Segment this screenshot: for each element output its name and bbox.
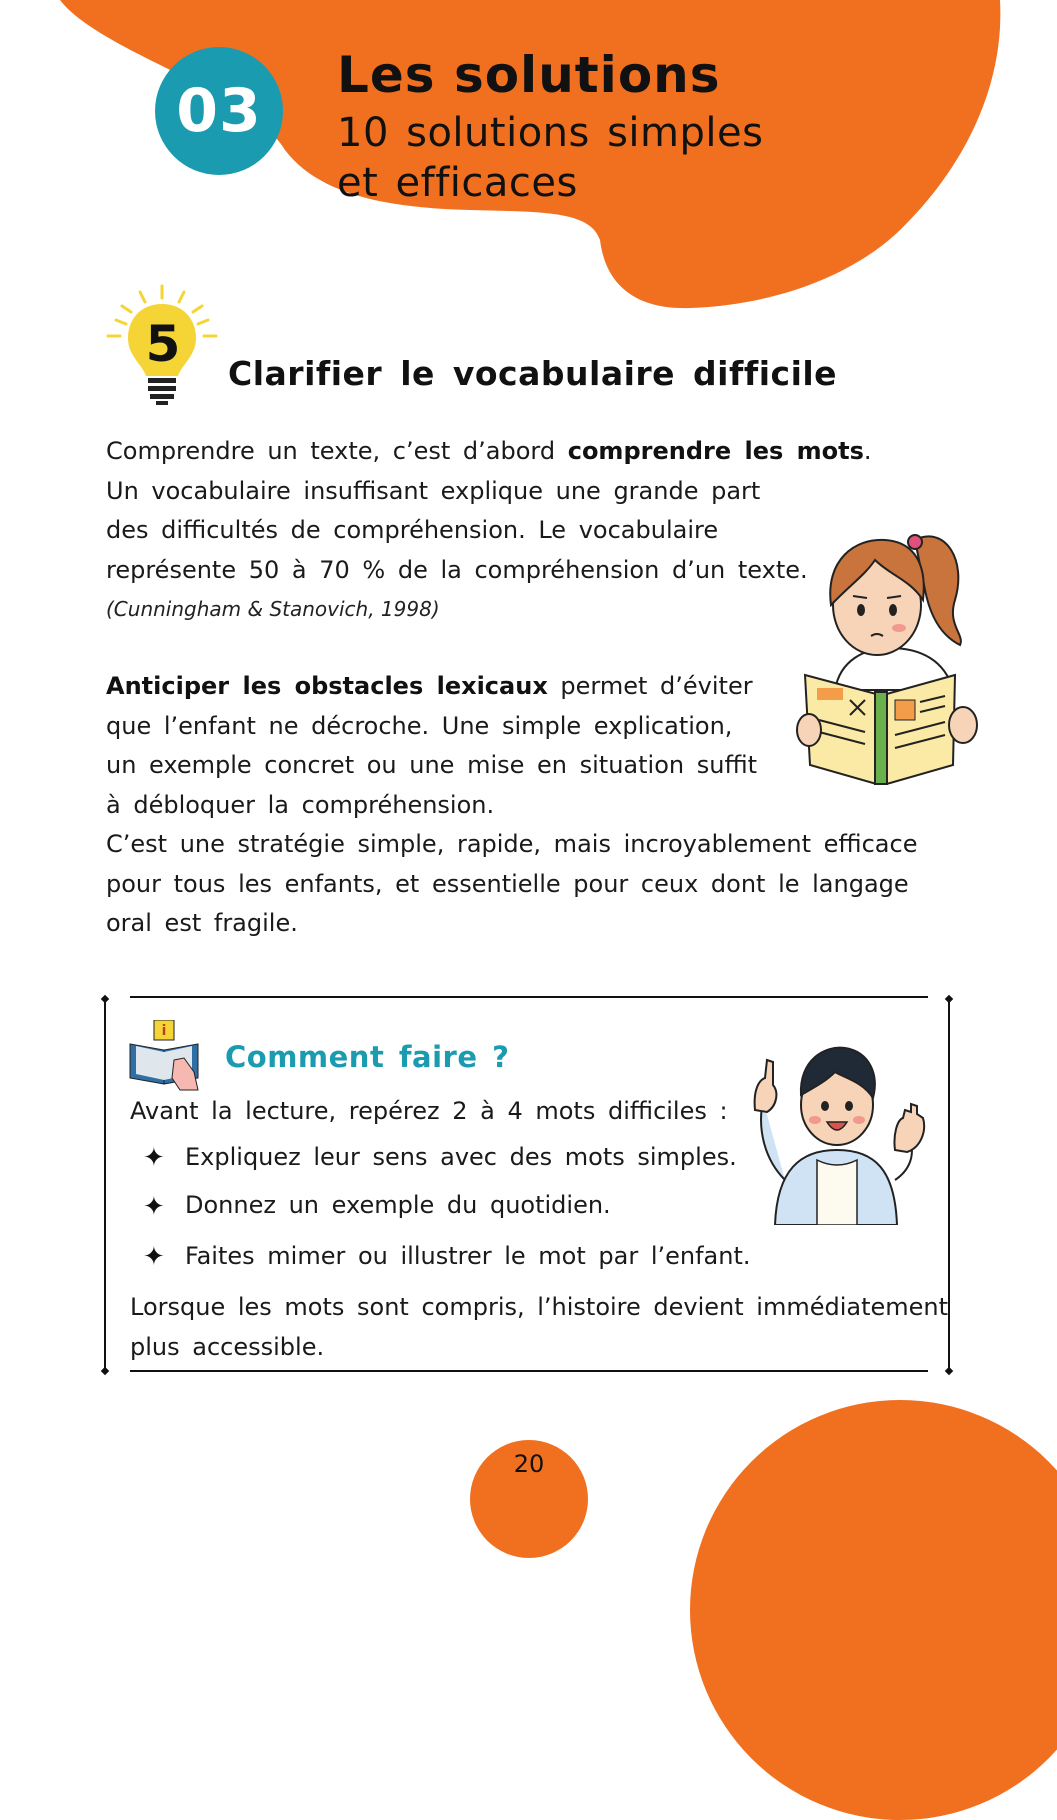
p2-line1-text: permet d’éviter [547,672,753,700]
p2-line1-bold: Anticiper les obstacles lexicaux [106,672,548,700]
p2-line3: un exemple concret ou une mise en situation suffit [106,751,758,779]
chapter-title: Les solutions [337,46,721,104]
paragraph-2 [106,667,917,944]
section-number: 5 [145,315,181,373]
corner-dot [945,1367,953,1375]
p1-line4: représente 50 à 70 % de la compréhension d’un texte. [106,555,808,584]
how-to-intro: Avant la lecture, repérez 2 à 4 mots difficiles : [130,1097,728,1125]
page-number: 20 [513,1450,545,1478]
p2-line4: à débloquer la compréhension. [106,790,495,819]
box-left-line [104,1000,106,1372]
bullet-star-icon: ✦ [143,1242,165,1272]
svg-text:i: i [161,1023,167,1039]
conclusion-line1: Lorsque les mots sont compris, l’histoire devient immédiatement [130,1293,949,1321]
section-title: Clarifier le vocabulaire difficile [228,354,838,393]
box-right-line [948,1000,950,1372]
conclusion-line2: plus accessible. [130,1332,325,1361]
chapter-number: 03 [176,76,262,146]
chapter-subtitle-line2: et efficaces [337,160,578,206]
paragraph-1 [106,432,872,590]
boy-pointing-illustration [745,1040,930,1225]
how-to-bullet-1: Expliquez leur sens avec des mots simples. [185,1143,737,1171]
p1-line1 [106,432,872,472]
book-info-icon [128,1020,206,1092]
bullet-star-icon: ✦ [143,1192,165,1222]
p2-line5: C’est une stratégie simple, rapide, mais incroyablement efficace [106,830,918,858]
box-top-line [130,996,928,998]
corner-dot [945,995,953,1003]
p1-line1-text: Comprendre un texte, c’est d’abord [106,437,568,465]
p1-line1-bold: comprendre les mots [567,437,864,465]
p1-line1-end: . [863,437,872,465]
corner-dot [101,1367,109,1375]
box-bottom-line [130,1370,928,1372]
bullet-star-icon: ✦ [143,1143,165,1173]
how-to-bullet-3: Faites mimer ou illustrer le mot par l’enfant. [185,1242,751,1270]
p1-line3: des difficultés de compréhension. Le vocabulaire [106,516,719,544]
how-to-bullet-2: Donnez un exemple du quotidien. [185,1191,611,1219]
how-to-conclusion [130,1288,948,1367]
chapter-subtitle-line1: 10 solutions simples [337,110,764,156]
page-number-badge [470,1440,588,1558]
p2-line2: que l’enfant ne décroche. Une simple explication, [106,711,733,740]
how-to-title: Comment faire ? [225,1040,510,1074]
p2-line7: oral est fragile. [106,909,298,937]
chapter-number-badge [155,47,283,175]
footer-corner-blob [690,1400,1057,1820]
p2-line1 [106,667,917,707]
corner-dot [101,995,109,1003]
chapter-subtitle [337,108,763,208]
citation: (Cunningham & Stanovich, 1998) [106,597,440,621]
p2-line6: pour tous les enfants, et essentielle pour ceux dont le langage [106,869,909,898]
p1-line2: Un vocabulaire insuffisant explique une grande part [106,476,761,505]
